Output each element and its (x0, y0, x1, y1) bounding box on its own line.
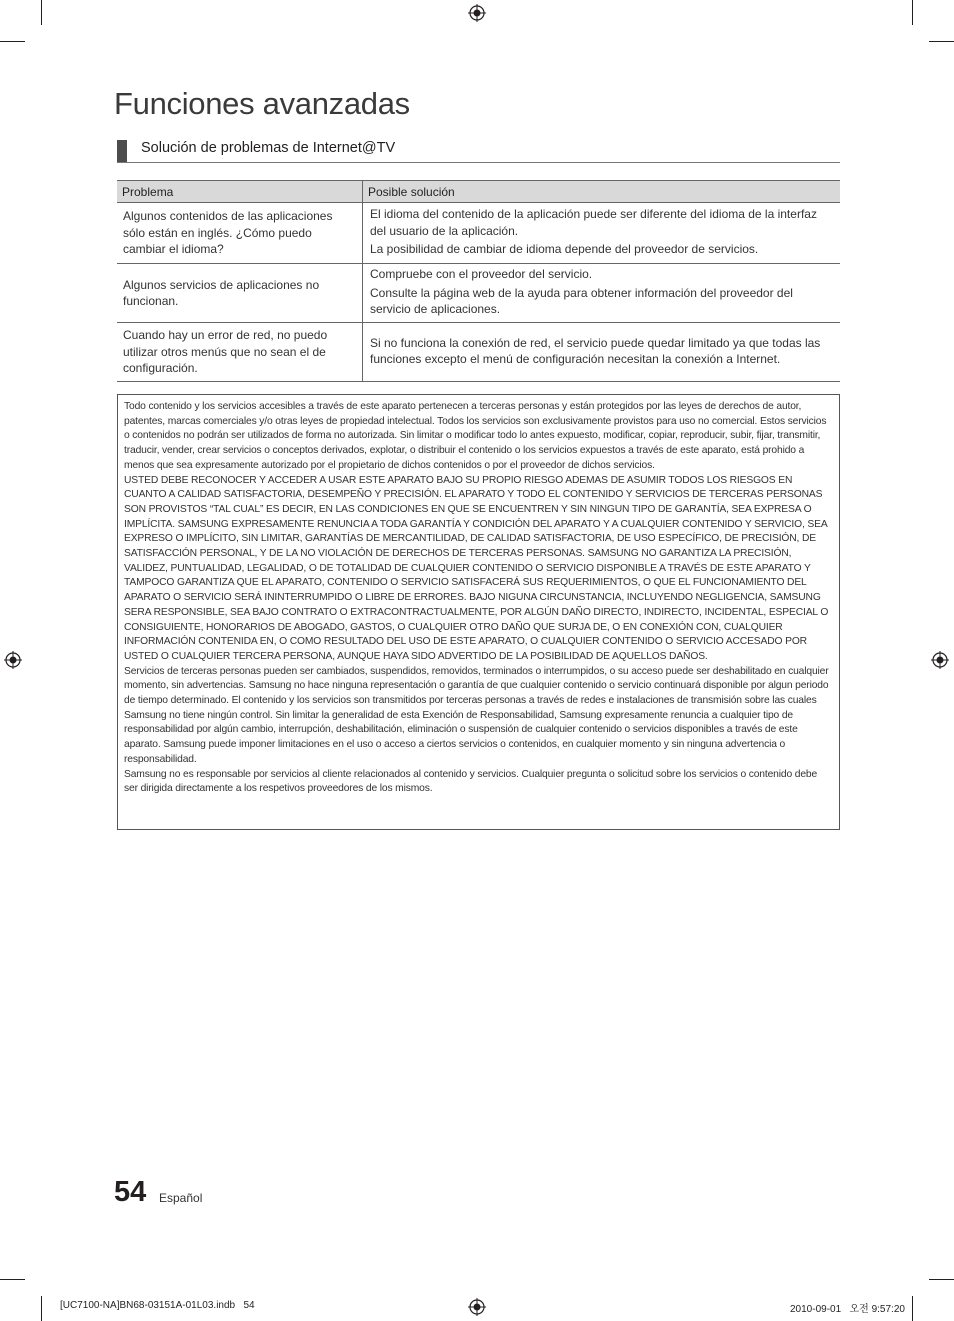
registration-mark-icon (931, 651, 949, 669)
crop-mark-bottom-right-horizontal (929, 1279, 954, 1280)
crop-mark-bottom-right-vertical (912, 1296, 913, 1321)
solution-cell (363, 264, 841, 323)
solution-text: Consulte la página web de la ayuda para obtener información del proveedor del servicio de aplicaciones. (370, 285, 793, 317)
disclaimer-paragraph: Todo contenido y los servicios accesibles a través de este aparato pertenecen a terceras personas y están protegidos por las leyes de derechos de autor, patentes, marcas comerciales y/o otras leyes de propiedad intelectual. Todos los servicios son exclusivamente provistos para uso no comercial. Estos servicios o contenidos no podrán ser utilizados de forma no autorizada. Sin limitar o modificar todo lo antes expuesto, modificar, copiar, reproducir, subir, fijar, transmitir, traducir, vender, crear servicios o conceptos derivados, explotar, o distribuir el contenido o los servicios expuestos a través de este aparato, está prohido a menos que sea expresamente autorizado por el propietario de dichos contenidos o por el proveedor de dichos servicios. (124, 401, 827, 471)
solution-text: Si no funciona la conexión de red, el servicio puede quedar limitado ya que todas las funciones excepto el menú de configuración necesitan la conexión a Internet. (370, 335, 821, 366)
disclaimer-paragraph: USTED DEBE RECONOCER Y ACCEDER A USAR ESTE APARATO BAJO SU PROPIO RIESGO ADEMAS DE ASUMIR TODOS LOS RIESGOS EN CUANTO A CALIDAD SATISFACTORIA, DESEMPEÑO Y PRECISIÓN. EL APARATO Y TODO EL CONTENIDO Y SERVICIOS DE TERCERAS PERSONAS SON PROVISTOS “TAL CUAL” ES DECIR, EN LAS CONDICIONES EN QUE SE ENCUENTREN Y SIN NINGUN TIPO DE GARANTÍA, SEA EXPRESA O IMPLÍCITA. SAMSUNG EXPRESAMENTE RENUNCIA A TODA GARANTÍA Y CONDICIÓN DEL APARATO Y A CUALQUIER CONTENIDO Y SERVICIO, SEA EXPRESO O IMPLÍCITO, SIN LIMITAR, GARANTÍAS DE MERCANTILIDAD, DE CALIDAD SATISFACTORIA, DE USO ESPECÍFICO, DE PRECISIÓN, DE SATISFACCIÓN PERSONAL, Y DE LA NO VIOLACIÓN DE DERECHOS DE TERCERAS PERSONAS. SAMSUNG NO GARANTIZA LA PRECISIÓN, VALIDEZ, PUNTUALIDAD, LEGALIDAD, O DE TOTALIDAD DE CUALQUIER CONTENIDO O SERVICIO DISPONIBLE A TRAVÉS DE ESTE APARATO Y TAMPOCO GARANTIZA QUE EL APARATO, CONTENIDO O SERVICIO SATISFACERÁ SUS REQUERIMIENTOS, O QUE EL FUNCIONAMIENTO DEL APARATO O SERVICIO SERÁ ININTERRUMPIDO O LIBRE DE ERRORES. BAJO NIGUNA CIRCUNSTANCIA, INCLUYENDO NEGLIGENCIA, SAMSUNG SERA RESPONSIBLE, SEA BAJO CONTRATO O EXTRACONTRACTUALMENTE, POR ALGÚN DAÑO DIRECTO, INDIRECTO, INCIDENTAL, ESPECIAL O CONSIGUIENTE, HONORARIOS DE ABOGADO, GASTOS, O CUALQUIER OTRO DAÑO QUE SURJA DE, O EN CONEXIÓN CON, CUALQUIER INFORMACIÓN CONTENIDA EN, O COMO RESULTADO DEL USO DE ESTE APARATO, O CUALQUIER CONTENIDO O SERVICIO ACCESADO POR USTED O CUALQUIER TERCERA PERSONA, AUNQUE HAYA SIDO ADVERTIDO DE LA POSIBILIDAD DE AQUELLOS DAÑOS. (124, 474, 829, 662)
header-solution: Posible solución (363, 181, 841, 203)
registration-mark-icon (468, 1298, 486, 1316)
disclaimer-box (117, 394, 840, 830)
registration-mark-icon (4, 651, 22, 669)
solution-text: Compruebe con el proveedor del servicio. (370, 267, 593, 282)
section-title: Solución de problemas de Internet@TV (141, 140, 396, 156)
problem-cell: Cuando hay un error de red, no puedo utilizar otros menús que no sean el de configuración. (117, 323, 363, 382)
problem-cell: Algunos servicios de aplicaciones no funcionan. (117, 264, 363, 323)
table-row (117, 323, 840, 382)
solution-text: El idioma del contenido de la aplicación puede ser diferente del idioma de la interfaz del usuario de la aplicación. (370, 207, 817, 238)
header-problem: Problema (117, 181, 363, 203)
page-title: Funciones avanzadas (114, 86, 410, 121)
registration-mark-icon (468, 4, 486, 22)
section-marker (117, 140, 127, 162)
troubleshooting-table (117, 180, 840, 382)
crop-mark-top-right-vertical (912, 0, 913, 25)
crop-mark-top-left-horizontal (0, 41, 25, 42)
crop-mark-top-left-vertical (41, 0, 42, 25)
disclaimer-paragraph: Samsung no es responsable por servicios al cliente relacionados al contenido y servicios. Cualquier pregunta o solicitud sobre los servicios o contenido debe ser dirigida directamente a los respetivos proveedores de los mismos. (124, 768, 818, 795)
page-number: 54 (114, 1176, 147, 1208)
crop-mark-top-right-horizontal (929, 41, 954, 42)
solution-cell (363, 323, 841, 382)
crop-mark-bottom-left-horizontal (0, 1279, 25, 1280)
solution-text: La posibilidad de cambiar de idioma depende del proveedor de servicios. (370, 242, 759, 257)
crop-mark-bottom-left-vertical (41, 1296, 42, 1321)
problem-cell: Algunos contenidos de las aplicaciones sólo están en inglés. ¿Cómo puedo cambiar el idioma? (117, 203, 363, 264)
table-header-row (117, 181, 840, 203)
language-label: Español (159, 1191, 203, 1205)
table-row (117, 203, 840, 264)
table-row (117, 264, 840, 323)
solution-cell (363, 203, 841, 264)
print-slug-file: [UC7100-NA]BN68-03151A-01L03.indb 54 (60, 1300, 255, 1311)
print-slug-date: 2010-09-01 오전 9:57:20 (790, 1304, 905, 1315)
section-divider (117, 162, 840, 163)
disclaimer-paragraph: Servicios de terceras personas pueden ser cambiados, suspendidos, removidos, terminados o interrumpidos, o su acceso puede ser deshabilitado en cualquier momento, sin advertencias. Samsung no hace ninguna representación o garantía de que cualquier contenido o servicio continuará disponible por algun periodo de tiempo determinado. El contenido y los servicios son transmitidos por terceras personas a través de redes e instalaciones de transmisión sobre las cuales Samsung no tiene ningún control. Sin limitar la generalidad de esta Exención de Responsabilidad, Samsung expresamente renuncia a cualquier tipo de responsabilidad por algún cambio, interrupción, deshabilitación, eliminación o suspensión de cualquier contenido o servicios disponibles a través de este aparato. Samsung puede imponer limitaciones en el uso o acceso a ciertos servicios o contenidos, en cualquier momento y sin ninguna advertencia o responsabilidad. (124, 665, 829, 765)
